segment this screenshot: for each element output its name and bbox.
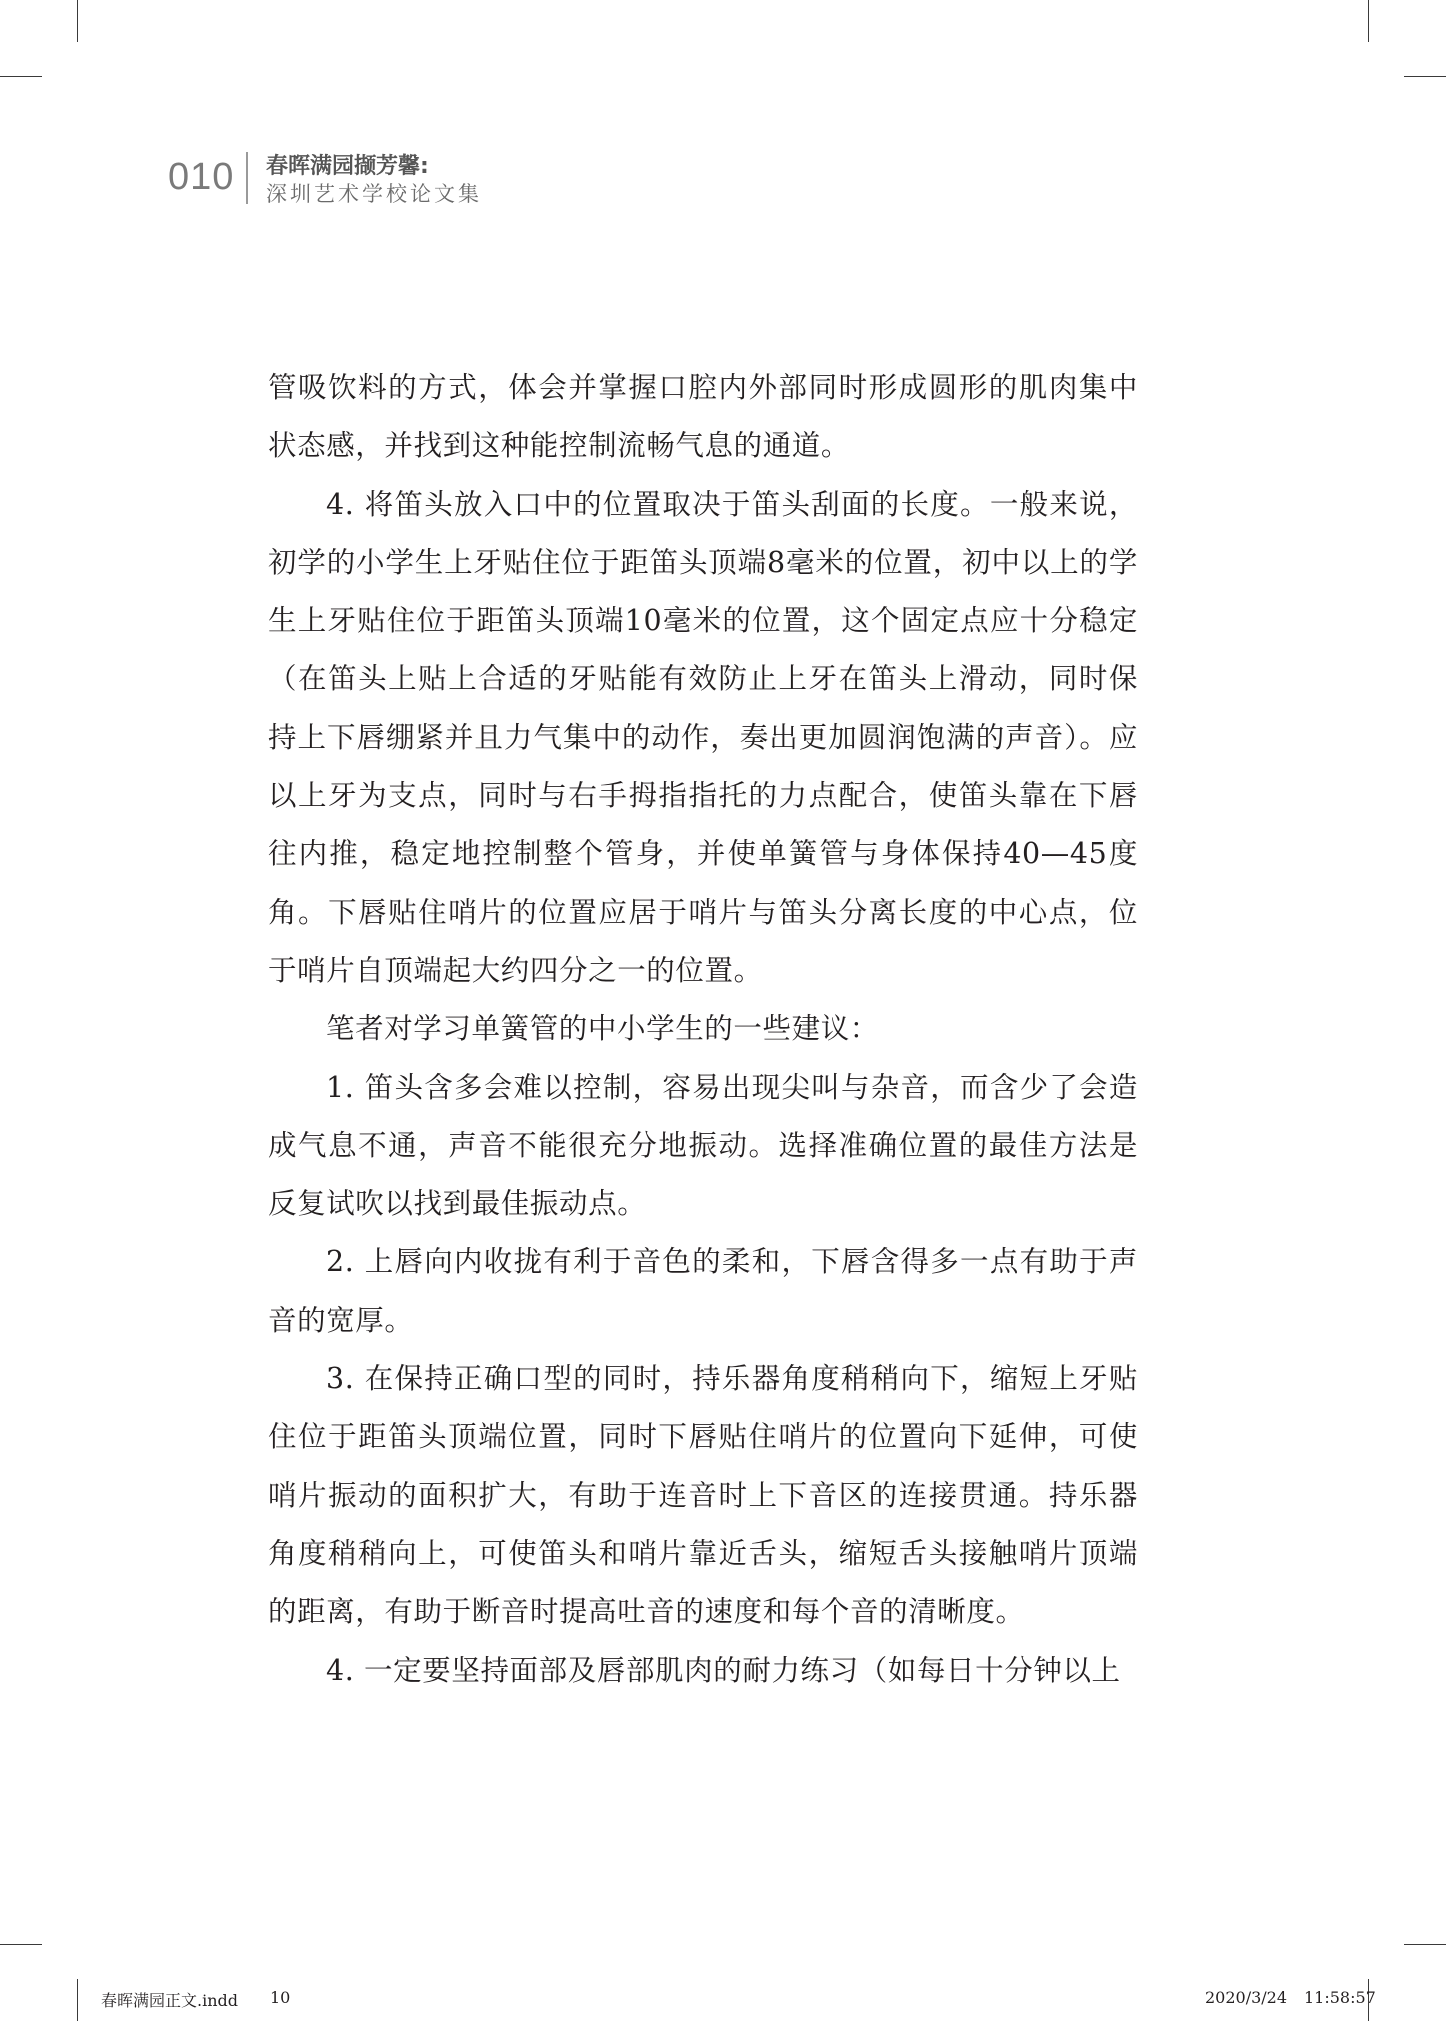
header-divider [246,152,248,204]
slug-page: 10 [270,1988,291,2007]
paragraph: 4. 将笛头放入口中的位置取决于笛头刮面的长度。一般来说，初学的小学生上牙贴住位于距笛头顶端8毫米的位置，初中以上的学生上牙贴住位于距笛头顶端10毫米的位置，这个固定点应十分稳定（在笛头上贴上合适的牙贴能有效防止上牙在笛头上滑动，同时保持上下唇绷紧并且力气集中的动作，奏出更加圆润饱满的声音）。应以上牙为支点，同时与右手拇指指托的力点配合，使笛头靠在下唇往内推，稳定地控制整个管身，并使单簧管与身体保持40—45度角。下唇贴住哨片的位置应居于哨片与笛头分离长度的中心点，位于哨片自顶端起大约四分之一的位置。 [268,487,1138,987]
paragraph: 1. 笛头含多会难以控制，容易出现尖叫与杂音，而含少了会造成气息不通，声音不能很充分地振动。选择准确位置的最佳方法是反复试吹以找到最佳振动点。 [268,1070,1138,1221]
crop-mark [77,1979,78,2021]
page-number: 010 [168,156,235,198]
crop-mark [0,1944,42,1945]
slug-time: 11:58:57 [1304,1988,1376,2007]
crop-mark [77,0,78,42]
crop-mark [1368,0,1369,42]
slug-file-name: 春晖满园正文.indd [101,1991,238,2010]
crop-mark [1404,1944,1446,1945]
paragraph: 3. 在保持正确口型的同时，持乐器角度稍稍向下，缩短上牙贴住位于距笛头顶端位置，同时下唇贴住哨片的位置向下延伸，可使哨片振动的面积扩大，有助于连音时上下音区的连接贯通。持乐器角度稍稍向上，可使笛头和哨片靠近舌头，缩短舌头接触哨片顶端的距离，有助于断音时提高吐音的速度和每个音的清晰度。 [268,1362,1138,1629]
slug-date: 2020/3/24 [1205,1988,1288,2007]
book-title: 春晖满园撷芳馨: [266,154,429,179]
paragraph: 管吸饮料的方式，体会并掌握口腔内外部同时形成圆形的肌肉集中状态感，并找到这种能控制流畅气息的通道。 [268,371,1138,463]
book-subtitle: 深圳艺术学校论文集 [266,182,482,206]
crop-mark [0,76,42,77]
paragraph: 4. 一定要坚持面部及唇部肌肉的耐力练习（如每日十分钟以上 [326,1653,1121,1687]
paragraph: 2. 上唇向内收拢有利于音色的柔和，下唇含得多一点有助于声音的宽厚。 [268,1245,1138,1337]
crop-mark [1404,76,1446,77]
body-text [268,359,1138,1700]
paragraph: 笔者对学习单簧管的中小学生的一些建议： [326,1012,879,1046]
